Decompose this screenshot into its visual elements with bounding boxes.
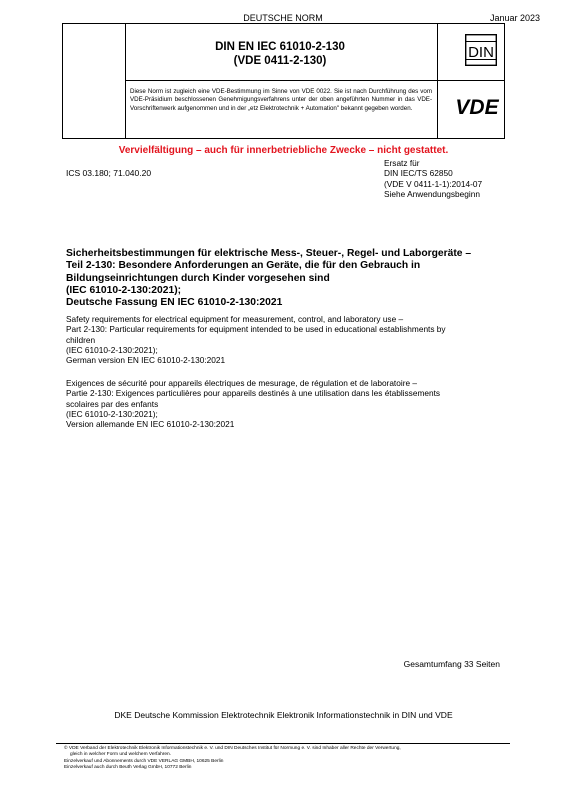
reproduction-notice: Vervielfältigung – auch für innerbetriebliche Zwecke – nicht gestattet. (118, 145, 449, 156)
table-divider-middle (125, 80, 504, 81)
title-french-line: Partie 2-130: Exigences particulières pour appareils destinés à une utilisation dans les établissements (66, 388, 441, 399)
title-english-line: Safety requirements for electrical equipment for measurement, control, and laboratory use – (66, 314, 404, 324)
title-german-line: (IEC 61010-2-130:2021); (66, 284, 182, 296)
title-french (66, 378, 526, 429)
title-french-line: Version allemande EN IEC 61010-2-130:2021 (66, 419, 235, 430)
application-note: Siehe Anwendungsbeginn (384, 188, 480, 199)
title-english-line: Part 2-130: Particular requirements for equipment intended to be used in educational establishments by (66, 324, 446, 335)
vde-logo (451, 96, 503, 118)
standard-type-label: DEUTSCHE NORM (243, 13, 323, 23)
footer-line: gleich in welcher Form und welchem Verfahren. (70, 752, 172, 758)
title-german-line: Sicherheitsbestimmungen für elektrische Mess-, Steuer-, Regel- und Laborgeräte – (66, 248, 472, 259)
title-german-line: Deutsche Fassung EN IEC 61010-2-130:2021 (66, 297, 283, 309)
din-logo (465, 34, 497, 66)
header-table (62, 23, 505, 139)
footer-line: Einzelverkauf und Abonnements durch VDE VERLAG GMBH, 10625 Berlin (64, 758, 224, 764)
replacement-info (384, 158, 482, 199)
table-divider-right (437, 24, 438, 138)
title-german-line: Teil 2-130: Besondere Anforderungen an Geräte, die für den Gebrauch in (66, 260, 421, 272)
title-german (66, 248, 516, 309)
footer-line: Einzelverkauf auch durch Beuth Verlag GmbH, 10772 Berlin (64, 764, 192, 770)
document-number-din: DIN EN IEC 61010-2-130 (215, 41, 345, 53)
title-english-line: German version EN IEC 61010-2-130:2021 (66, 355, 226, 366)
total-pages: Gesamtumfang 33 Seiten (403, 659, 500, 669)
din-logo-text: DIN (468, 44, 494, 62)
title-english-line: (IEC 61010-2-130:2021); (66, 344, 158, 355)
title-french-line: Exigences de sécurité pour appareils électriques de mesurage, de régulation et de laboratoire – (66, 378, 417, 388)
title-english-line: children (66, 334, 96, 345)
document-number-vde: (VDE 0411-2-130) (233, 55, 327, 67)
footer-divider (56, 743, 510, 744)
title-french-line: scolaires par des enfants (66, 398, 159, 409)
publication-date: Januar 2023 (489, 13, 540, 23)
replaced-standard-vde: (VDE V 0411-1-1):2014-07 (384, 178, 483, 189)
document-number (125, 40, 435, 68)
title-german-line: Bildungseinrichtungen durch Kinder vorgesehen sind (66, 272, 330, 284)
vde-note: Diese Norm ist zugleich eine VDE-Bestimmung im Sinne von VDE 0022. Sie ist nach Durchführung des vom VDE-Präsidium beschlossenen Genehmigungsverfahrens unter der oben angeführten Nummer in das VDE-Vorschriftenwerk aufgenommen und in der „etz Elektrotechnik + Automation" bekannt gegeben worden. (130, 88, 432, 112)
dke-committee-line: DKE Deutsche Kommission Elektrotechnik Elektronik Informationstechnik in DIN und VDE (114, 710, 453, 720)
replaced-standard: DIN IEC/TS 62850 (384, 168, 453, 179)
title-french-line: (IEC 61010-2-130:2021); (66, 408, 158, 419)
title-english (66, 314, 526, 365)
vde-logo-text: VDE (455, 96, 499, 118)
replacement-label: Ersatz für (384, 158, 420, 168)
footer-line: © VDE Verband der Elektrotechnik Elektronik Informationstechnik e. V. und DIN Deutsches Institut für Normung e. V. sind Inhaber aller Rechte der Verwertung, (64, 746, 401, 751)
ics-codes: ICS 03.180; 71.040.20 (66, 168, 152, 178)
footer-copyright (64, 746, 534, 771)
